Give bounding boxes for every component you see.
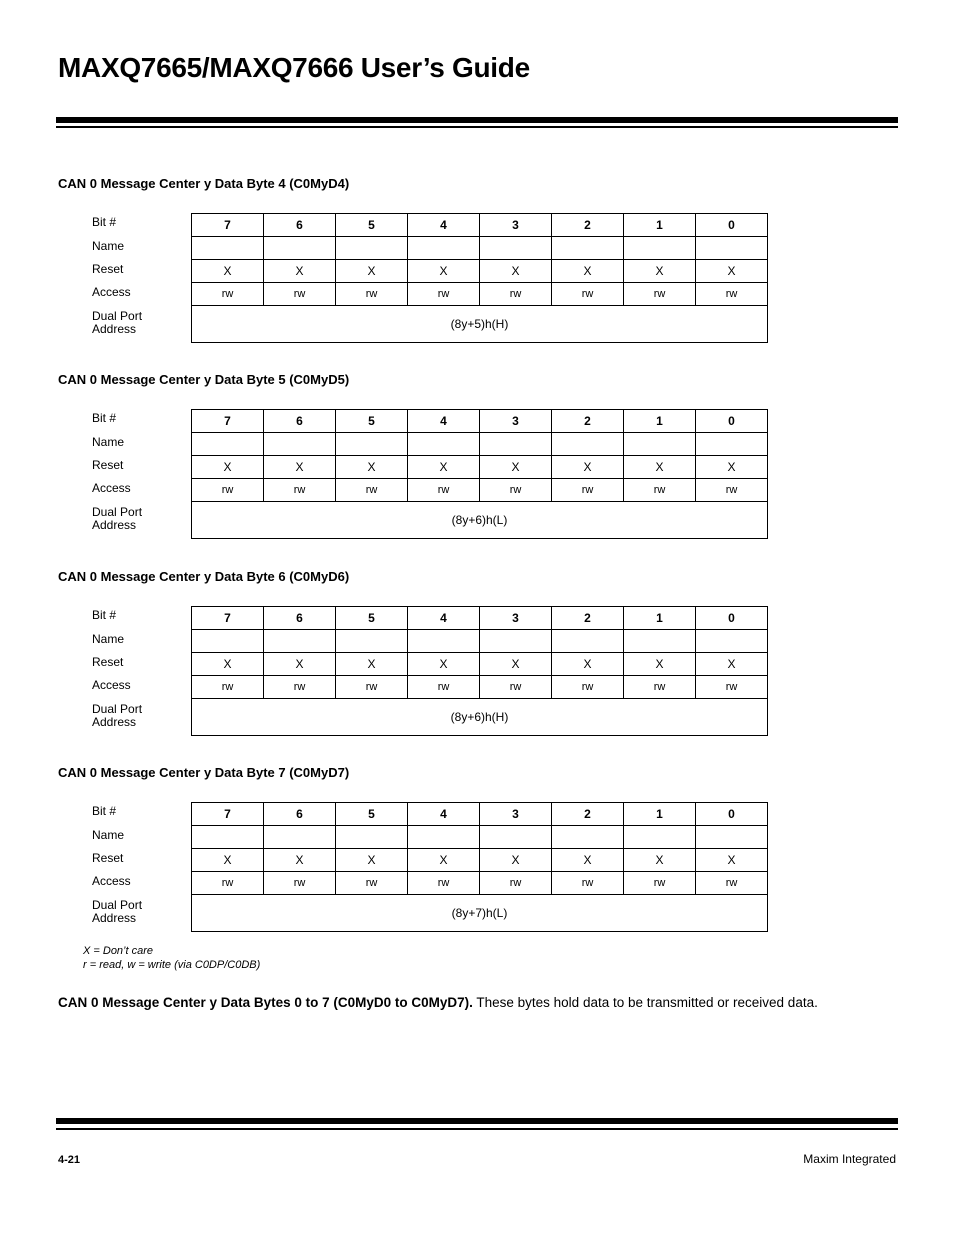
bit-name-cell (696, 826, 768, 849)
access-type-cell: rw (336, 283, 408, 306)
access-type-cell: rw (696, 479, 768, 502)
bit-name-cell (264, 237, 336, 260)
bit-number-cell: 7 (192, 214, 264, 237)
bit-number-cell: 1 (624, 214, 696, 237)
access-type-cell: rw (624, 479, 696, 502)
bit-name-cell (408, 433, 480, 456)
bit-number-cell: 4 (408, 214, 480, 237)
bit-number-cell: 7 (192, 410, 264, 433)
bit-number-cell: 2 (552, 214, 624, 237)
access-type-cell: rw (408, 283, 480, 306)
bit-number-cell: 0 (696, 410, 768, 433)
reset-value-cell: X (336, 456, 408, 479)
legend-line: r = read, w = write (via C0DP/C0DB) (83, 959, 261, 971)
reset-value-row (192, 653, 768, 676)
bit-name-cell (624, 630, 696, 653)
bit-number-cell: 5 (336, 607, 408, 630)
bit-number-cell: 7 (192, 607, 264, 630)
dual-port-address-cell: (8y+7)h(L) (192, 895, 768, 932)
reset-value-cell: X (336, 653, 408, 676)
reset-value-row (192, 456, 768, 479)
description-term: CAN 0 Message Center y Data Bytes 0 to 7 (C0MyD0 to C0MyD7). (58, 995, 473, 1010)
access-label: Access (92, 678, 131, 692)
address-label: Address (92, 518, 137, 532)
reset-value-cell: X (552, 260, 624, 283)
access-type-row (192, 676, 768, 699)
bit-label: Bit # (92, 411, 117, 425)
dual-port-address-row (192, 502, 768, 539)
bit-number-cell: 2 (552, 803, 624, 826)
bit-name-cell (408, 630, 480, 653)
access-type-row (192, 283, 768, 306)
access-type-row (192, 479, 768, 502)
bit-name-cell (336, 630, 408, 653)
reset-value-row (192, 849, 768, 872)
bit-name-cell (624, 433, 696, 456)
bit-number-cell: 6 (264, 803, 336, 826)
bit-name-cell (552, 630, 624, 653)
reset-value-cell: X (480, 260, 552, 283)
access-type-cell: rw (480, 283, 552, 306)
bit-name-row (192, 237, 768, 260)
bit-name-cell (264, 630, 336, 653)
reset-value-cell: X (696, 653, 768, 676)
bit-number-cell: 1 (624, 410, 696, 433)
access-label: Access (92, 285, 131, 299)
bit-name-cell (480, 237, 552, 260)
access-type-cell: rw (624, 872, 696, 895)
reset-value-cell: X (408, 653, 480, 676)
bit-name-cell (192, 826, 264, 849)
access-type-cell: rw (192, 676, 264, 699)
access-label: Access (92, 874, 131, 888)
footer-rule-thin (56, 1128, 898, 1130)
description-text: These bytes hold data to be transmitted or received data. (472, 995, 818, 1010)
page-title: MAXQ7665/MAXQ7666 User’s Guide (58, 52, 530, 83)
reset-value-cell: X (552, 456, 624, 479)
access-type-cell: rw (264, 872, 336, 895)
reset-value-cell: X (552, 653, 624, 676)
access-type-cell: rw (408, 872, 480, 895)
reset-value-cell: X (480, 849, 552, 872)
bit-name-cell (480, 826, 552, 849)
access-type-cell: rw (408, 479, 480, 502)
reset-value-cell: X (696, 260, 768, 283)
bit-number-cell: 0 (696, 214, 768, 237)
bit-number-cell: 3 (480, 607, 552, 630)
reset-value-cell: X (264, 653, 336, 676)
bit-number-cell: 4 (408, 803, 480, 826)
access-type-cell: rw (336, 676, 408, 699)
bit-number-cell: 5 (336, 803, 408, 826)
reset-value-cell: X (624, 849, 696, 872)
bit-label: Bit # (92, 608, 117, 622)
bit-name-cell (696, 630, 768, 653)
dual-port-label: Dual Port (92, 898, 143, 912)
bit-label: Bit # (92, 804, 117, 818)
register-bit-table (191, 409, 768, 539)
bit-number-cell: 2 (552, 607, 624, 630)
access-type-cell: rw (192, 283, 264, 306)
dual-port-address-row (192, 895, 768, 932)
bit-name-row (192, 630, 768, 653)
access-type-cell: rw (552, 676, 624, 699)
bit-name-cell (336, 433, 408, 456)
bit-number-cell: 5 (336, 410, 408, 433)
bit-number-row (192, 214, 768, 237)
reset-value-cell: X (192, 260, 264, 283)
bit-name-cell (408, 826, 480, 849)
reset-value-cell: X (408, 849, 480, 872)
reset-value-cell: X (192, 653, 264, 676)
bit-number-cell: 3 (480, 214, 552, 237)
bit-name-cell (408, 237, 480, 260)
reset-value-cell: X (696, 849, 768, 872)
access-type-cell: rw (408, 676, 480, 699)
reset-value-cell: X (624, 260, 696, 283)
bit-number-cell: 0 (696, 803, 768, 826)
bit-name-cell (480, 433, 552, 456)
page-number: 4-21 (58, 1154, 81, 1166)
reset-value-row (192, 260, 768, 283)
bit-name-cell (696, 433, 768, 456)
access-type-cell: rw (552, 283, 624, 306)
reset-value-cell: X (264, 456, 336, 479)
reset-value-cell: X (624, 653, 696, 676)
reset-label: Reset (92, 458, 124, 472)
reset-value-cell: X (408, 260, 480, 283)
bit-number-cell: 6 (264, 607, 336, 630)
header-rule-thick (56, 117, 898, 123)
address-label: Address (92, 911, 137, 925)
access-type-row (192, 872, 768, 895)
reset-value-cell: X (624, 456, 696, 479)
access-type-cell: rw (696, 872, 768, 895)
bit-number-row (192, 410, 768, 433)
reset-value-cell: X (264, 849, 336, 872)
access-type-cell: rw (696, 676, 768, 699)
bit-label: Bit # (92, 215, 117, 229)
reset-value-cell: X (480, 653, 552, 676)
reset-value-cell: X (192, 456, 264, 479)
dual-port-label: Dual Port (92, 505, 143, 519)
bit-name-cell (192, 630, 264, 653)
dual-port-label: Dual Port (92, 309, 143, 323)
bit-name-cell (336, 237, 408, 260)
bit-number-cell: 1 (624, 607, 696, 630)
name-label: Name (92, 435, 125, 449)
reset-value-cell: X (552, 849, 624, 872)
access-type-cell: rw (192, 872, 264, 895)
bit-number-cell: 6 (264, 214, 336, 237)
register-heading: CAN 0 Message Center y Data Byte 4 (C0MyD4) (58, 176, 350, 191)
reset-value-cell: X (192, 849, 264, 872)
bit-number-cell: 2 (552, 410, 624, 433)
reset-value-cell: X (264, 260, 336, 283)
register-heading: CAN 0 Message Center y Data Byte 5 (C0MyD5) (58, 372, 350, 387)
bit-name-cell (480, 630, 552, 653)
register-heading: CAN 0 Message Center y Data Byte 7 (C0MyD7) (58, 765, 350, 780)
access-type-cell: rw (192, 479, 264, 502)
access-type-cell: rw (624, 283, 696, 306)
dual-port-address-row (192, 699, 768, 736)
access-type-cell: rw (696, 283, 768, 306)
footer-rule-thick (56, 1118, 898, 1124)
bit-name-row (192, 826, 768, 849)
bit-name-cell (192, 237, 264, 260)
access-type-cell: rw (624, 676, 696, 699)
access-type-cell: rw (336, 479, 408, 502)
register-bit-table (191, 802, 768, 932)
register-bit-table (191, 213, 768, 343)
reset-value-cell: X (696, 456, 768, 479)
bit-name-cell (552, 826, 624, 849)
reset-value-cell: X (336, 260, 408, 283)
dual-port-address-row (192, 306, 768, 343)
legend-line: X = Don’t care (83, 945, 154, 957)
access-type-cell: rw (552, 872, 624, 895)
bit-name-cell (264, 433, 336, 456)
bit-number-cell: 0 (696, 607, 768, 630)
bit-number-cell: 1 (624, 803, 696, 826)
reset-label: Reset (92, 655, 124, 669)
dual-port-address-cell: (8y+6)h(H) (192, 699, 768, 736)
access-type-cell: rw (264, 283, 336, 306)
access-type-cell: rw (336, 872, 408, 895)
name-label: Name (92, 828, 125, 842)
bit-number-cell: 5 (336, 214, 408, 237)
dual-port-address-cell: (8y+6)h(L) (192, 502, 768, 539)
bit-name-row (192, 433, 768, 456)
bit-name-cell (336, 826, 408, 849)
reset-label: Reset (92, 262, 124, 276)
reset-value-cell: X (480, 456, 552, 479)
bit-name-cell (624, 826, 696, 849)
register-bit-table (191, 606, 768, 736)
bit-number-row (192, 607, 768, 630)
address-label: Address (92, 715, 137, 729)
bit-number-row (192, 803, 768, 826)
bit-name-cell (264, 826, 336, 849)
access-type-cell: rw (264, 479, 336, 502)
reset-value-cell: X (408, 456, 480, 479)
name-label: Name (92, 239, 125, 253)
address-label: Address (92, 322, 137, 336)
bit-number-cell: 7 (192, 803, 264, 826)
access-type-cell: rw (480, 676, 552, 699)
bit-name-cell (552, 433, 624, 456)
reset-label: Reset (92, 851, 124, 865)
access-type-cell: rw (552, 479, 624, 502)
access-type-cell: rw (264, 676, 336, 699)
legend (83, 944, 260, 972)
name-label: Name (92, 632, 125, 646)
bit-name-cell (552, 237, 624, 260)
reset-value-cell: X (336, 849, 408, 872)
bit-number-cell: 4 (408, 410, 480, 433)
company-name: Maxim Integrated (803, 1152, 896, 1166)
bit-name-cell (696, 237, 768, 260)
description-paragraph (58, 995, 818, 1010)
dual-port-label: Dual Port (92, 702, 143, 716)
bit-number-cell: 6 (264, 410, 336, 433)
bit-name-cell (192, 433, 264, 456)
access-label: Access (92, 481, 131, 495)
bit-name-cell (624, 237, 696, 260)
bit-number-cell: 4 (408, 607, 480, 630)
access-type-cell: rw (480, 872, 552, 895)
dual-port-address-cell: (8y+5)h(H) (192, 306, 768, 343)
bit-number-cell: 3 (480, 410, 552, 433)
access-type-cell: rw (480, 479, 552, 502)
register-heading: CAN 0 Message Center y Data Byte 6 (C0MyD6) (58, 569, 350, 584)
header-rule-thin (56, 126, 898, 128)
bit-number-cell: 3 (480, 803, 552, 826)
